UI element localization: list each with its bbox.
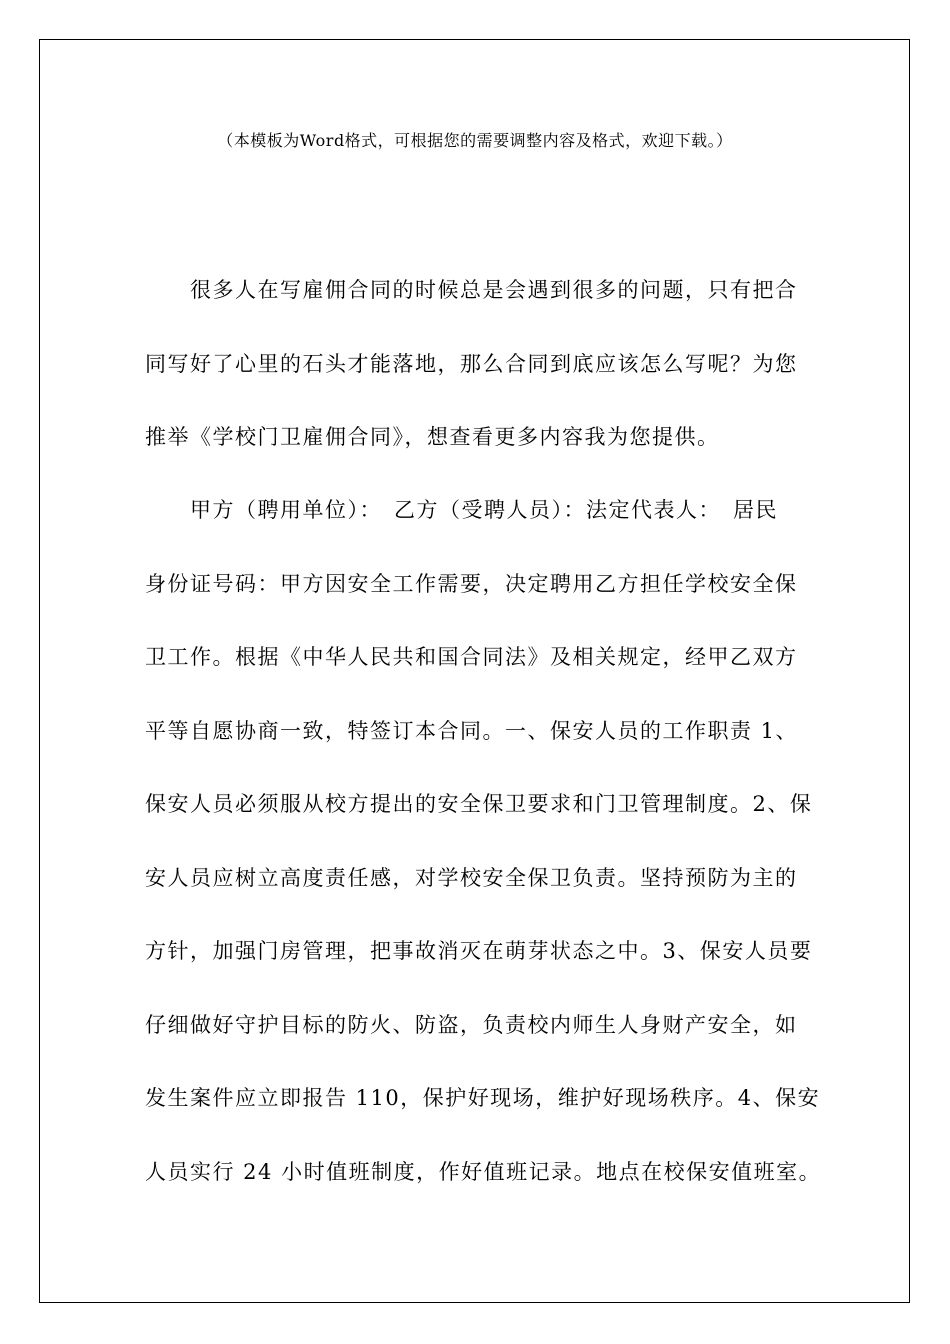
text-line: 保安人员必须服从校方提出的安全保卫要求和门卫管理制度。2、保: [145, 792, 813, 816]
text-line: 很多人在写雇佣合同的时候总是会遇到很多的问题，只有把合: [145, 278, 798, 302]
text-line: 仔细做好守护目标的防火、防盗，负责校内师生人身财产安全，如: [145, 1012, 798, 1037]
text-line: 发生案件应立即报告 110，保护好现场，维护好现场秩序。4、保安: [145, 1086, 821, 1110]
text-line: 人员实行 24 小时值班制度，作好值班记录。地点在校保安值班室。: [145, 1159, 822, 1184]
text-line: 方针，加强门房管理，把事故消灭在萌芽状态之中。3、保安人员要: [145, 939, 813, 963]
text-line: 平等自愿协商一致，特签订本合同。一、保安人员的工作职责 1、: [145, 718, 799, 743]
text-line: 甲方（聘用单位）： 乙方（受聘人员）：法定代表人： 居民: [145, 498, 778, 522]
contract-paragraph: [145, 474, 822, 1209]
text-line: 身份证号码：甲方因安全工作需要，决定聘用乙方担任学校安全保: [145, 571, 798, 596]
template-note: （本模板为Word格式，可根据您的需要调整内容及格式，欢迎下载。）: [217, 131, 733, 150]
intro-paragraph: [145, 254, 815, 475]
text-line: 卫工作。根据《中华人民共和国合同法》及相关规定，经甲乙双方: [145, 645, 798, 669]
text-line: 同写好了心里的石头才能落地，那么合同到底应该怎么写呢？为您: [145, 351, 798, 376]
text-line: 推举《学校门卫雇佣合同》，想查看更多内容我为您提供。: [145, 425, 720, 449]
text-line: 安人员应树立高度责任感，对学校安全保卫负责。坚持预防为主的: [145, 865, 798, 890]
